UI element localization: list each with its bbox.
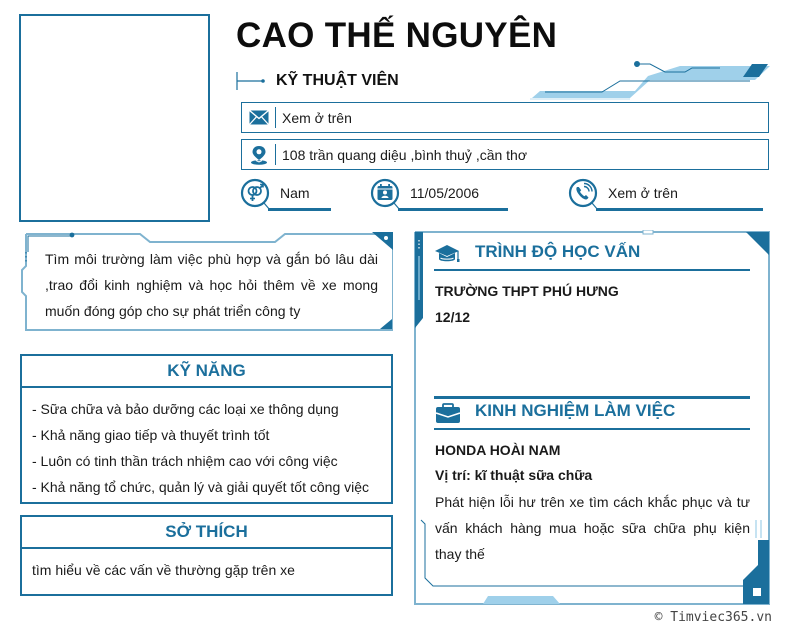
experience-divider [434,428,750,431]
phone-value: Xem ở trên [608,185,678,201]
experience-company: HONDA HOÀI NAM [435,442,561,458]
skill-item: - Luôn có tinh thần trách nhiệm cao với công việc [32,453,338,469]
hobbies-title: SỞ THÍCH [22,517,391,549]
gender-value: Nam [280,185,310,201]
experience-header [434,398,750,428]
objective-text: Tìm môi trường làm việc phù hợp và gắn bó lâu dài ,trao đổi kinh nghiệm và học hỏi thêm về xe mong muốn đóng góp cho sự phát triển công ty [45,251,378,319]
experience-description: Phát hiện lỗi hư trên xe tìm cách khắc phục và tư vấn khách hàng mua hoặc sữa chữa phụ kiện thay thế [435,494,750,562]
circuit-decoration-icon [530,58,770,103]
phone-underline [596,208,763,211]
career-objective-box [20,230,393,333]
skills-title: KỸ NĂNG [22,356,391,388]
education-school: TRƯỜNG THPT PHÚ HƯNG [435,283,619,299]
phone-field [568,178,768,214]
candidate-name: CAO THẾ NGUYÊN [236,16,558,55]
address-value: 108 trần quang diệu ,bình thuỷ ,cần thơ [282,146,528,163]
profile-photo-frame [19,14,210,222]
experience-position: Vị trí: kĩ thuật sữa chữa [435,467,593,483]
map-pin-icon [250,145,268,165]
gender-underline [268,208,331,211]
email-row [241,102,769,133]
envelope-icon [249,110,269,125]
education-divider [434,269,750,272]
job-title-connector-icon [236,72,266,90]
skills-section [20,354,393,504]
gender-icon [240,178,270,212]
experience-title: KINH NGHIỆM LÀM VIỆC [475,401,676,420]
job-title: KỸ THUẬT VIÊN [276,72,399,89]
address-row [241,139,769,170]
hobby-item: tìm hiểu về các vấn về thường gặp trên xe [32,562,295,578]
phone-icon [568,178,598,212]
education-grade: 12/12 [435,309,471,325]
gender-field [240,178,335,214]
skill-item: - Sữa chữa và bảo dưỡng các loại xe thông dụng [32,401,339,417]
education-title: TRÌNH ĐỘ HỌC VẤN [475,242,641,261]
email-value: Xem ở trên [282,109,352,126]
hobbies-section [20,515,393,596]
watermark: © Timviec365.vn [654,610,772,625]
birthday-value: 11/05/2006 [410,185,480,201]
graduation-cap-icon [434,243,462,265]
birthday-field [370,178,510,214]
birthday-underline [398,208,508,211]
skill-item: - Khả năng tổ chức, quản lý và giải quyết tốt công việc [32,479,370,495]
briefcase-icon [434,402,462,424]
education-header [434,239,750,269]
skill-item: - Khả năng giao tiếp và thuyết trình tốt [32,427,270,443]
calendar-icon [370,178,400,212]
